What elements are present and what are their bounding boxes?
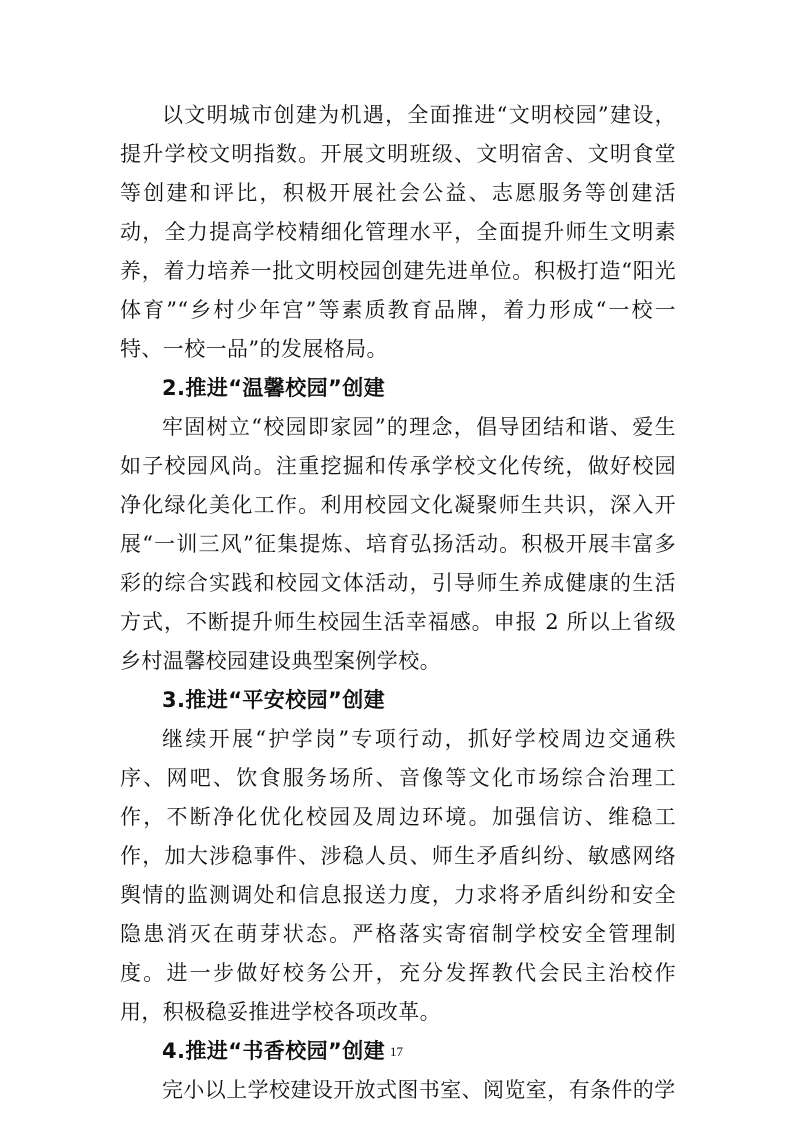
heading-warm-campus: 2.推进“温馨校园”创建: [162, 376, 385, 400]
paragraph-warm-campus: 牢固树立“校园即家园”的理念，倡导团结和谐、爱生如子校园风尚。注重挖掘和传承学校文化传统，做好校园净化绿化美化工作。利用校园文化凝聚师生共识，深入开展“一训三风”征集提炼、培育弘扬活动。积极开展丰富多彩的综合实践和校园文体活动，引导师生养成健康的生活方式，不断提升师生校园生活幸福感。申报 2 所以上省级乡村温馨校园建设典型案例学校。: [120, 415, 676, 673]
paragraph-civilized-campus: 以文明城市创建为机遇，全面推进“文明校园”建设，提升学校文明指数。开展文明班级、文明宿舍、文明食堂等创建和评比，积极开展社会公益、志愿服务等创建活动，全力提高学校精细化管理水平，全面提升师生文明素养，着力培养一批文明校园创建先进单位。积极打造“阳光体育”“乡村少年宫”等素质教育品牌，着力形成“一校一特、一校一品”的发展格局。: [120, 103, 676, 361]
heading-safe-campus: 3.推进“平安校园”创建: [162, 688, 385, 712]
heading-scholarly-campus: 4.推进“书香校园”创建: [162, 1039, 385, 1063]
paragraph-scholarly-campus: 完小以上学校建设开放式图书室、阅览室，有条件的学: [162, 1078, 676, 1102]
page-number: 17: [390, 1044, 403, 1059]
page-content: [120, 96, 676, 1110]
paragraph-safe-campus: 继续开展“护学岗”专项行动，抓好学校周边交通秩序、网吧、饮食服务场所、音像等文化市场综合治理工作，不断净化优化校园及周边环境。加强信访、维稳工作，加大涉稳事件、涉稳人员、师生矛盾纠纷、敏感网络舆情的监测调处和信息报送力度，力求将矛盾纠纷和安全隐患消灭在萌芽状态。严格落实寄宿制学校安全管理制度。进一步做好校务公开，充分发挥教代会民主治校作用，积极稳妥推进学校各项改革。: [120, 727, 676, 1024]
